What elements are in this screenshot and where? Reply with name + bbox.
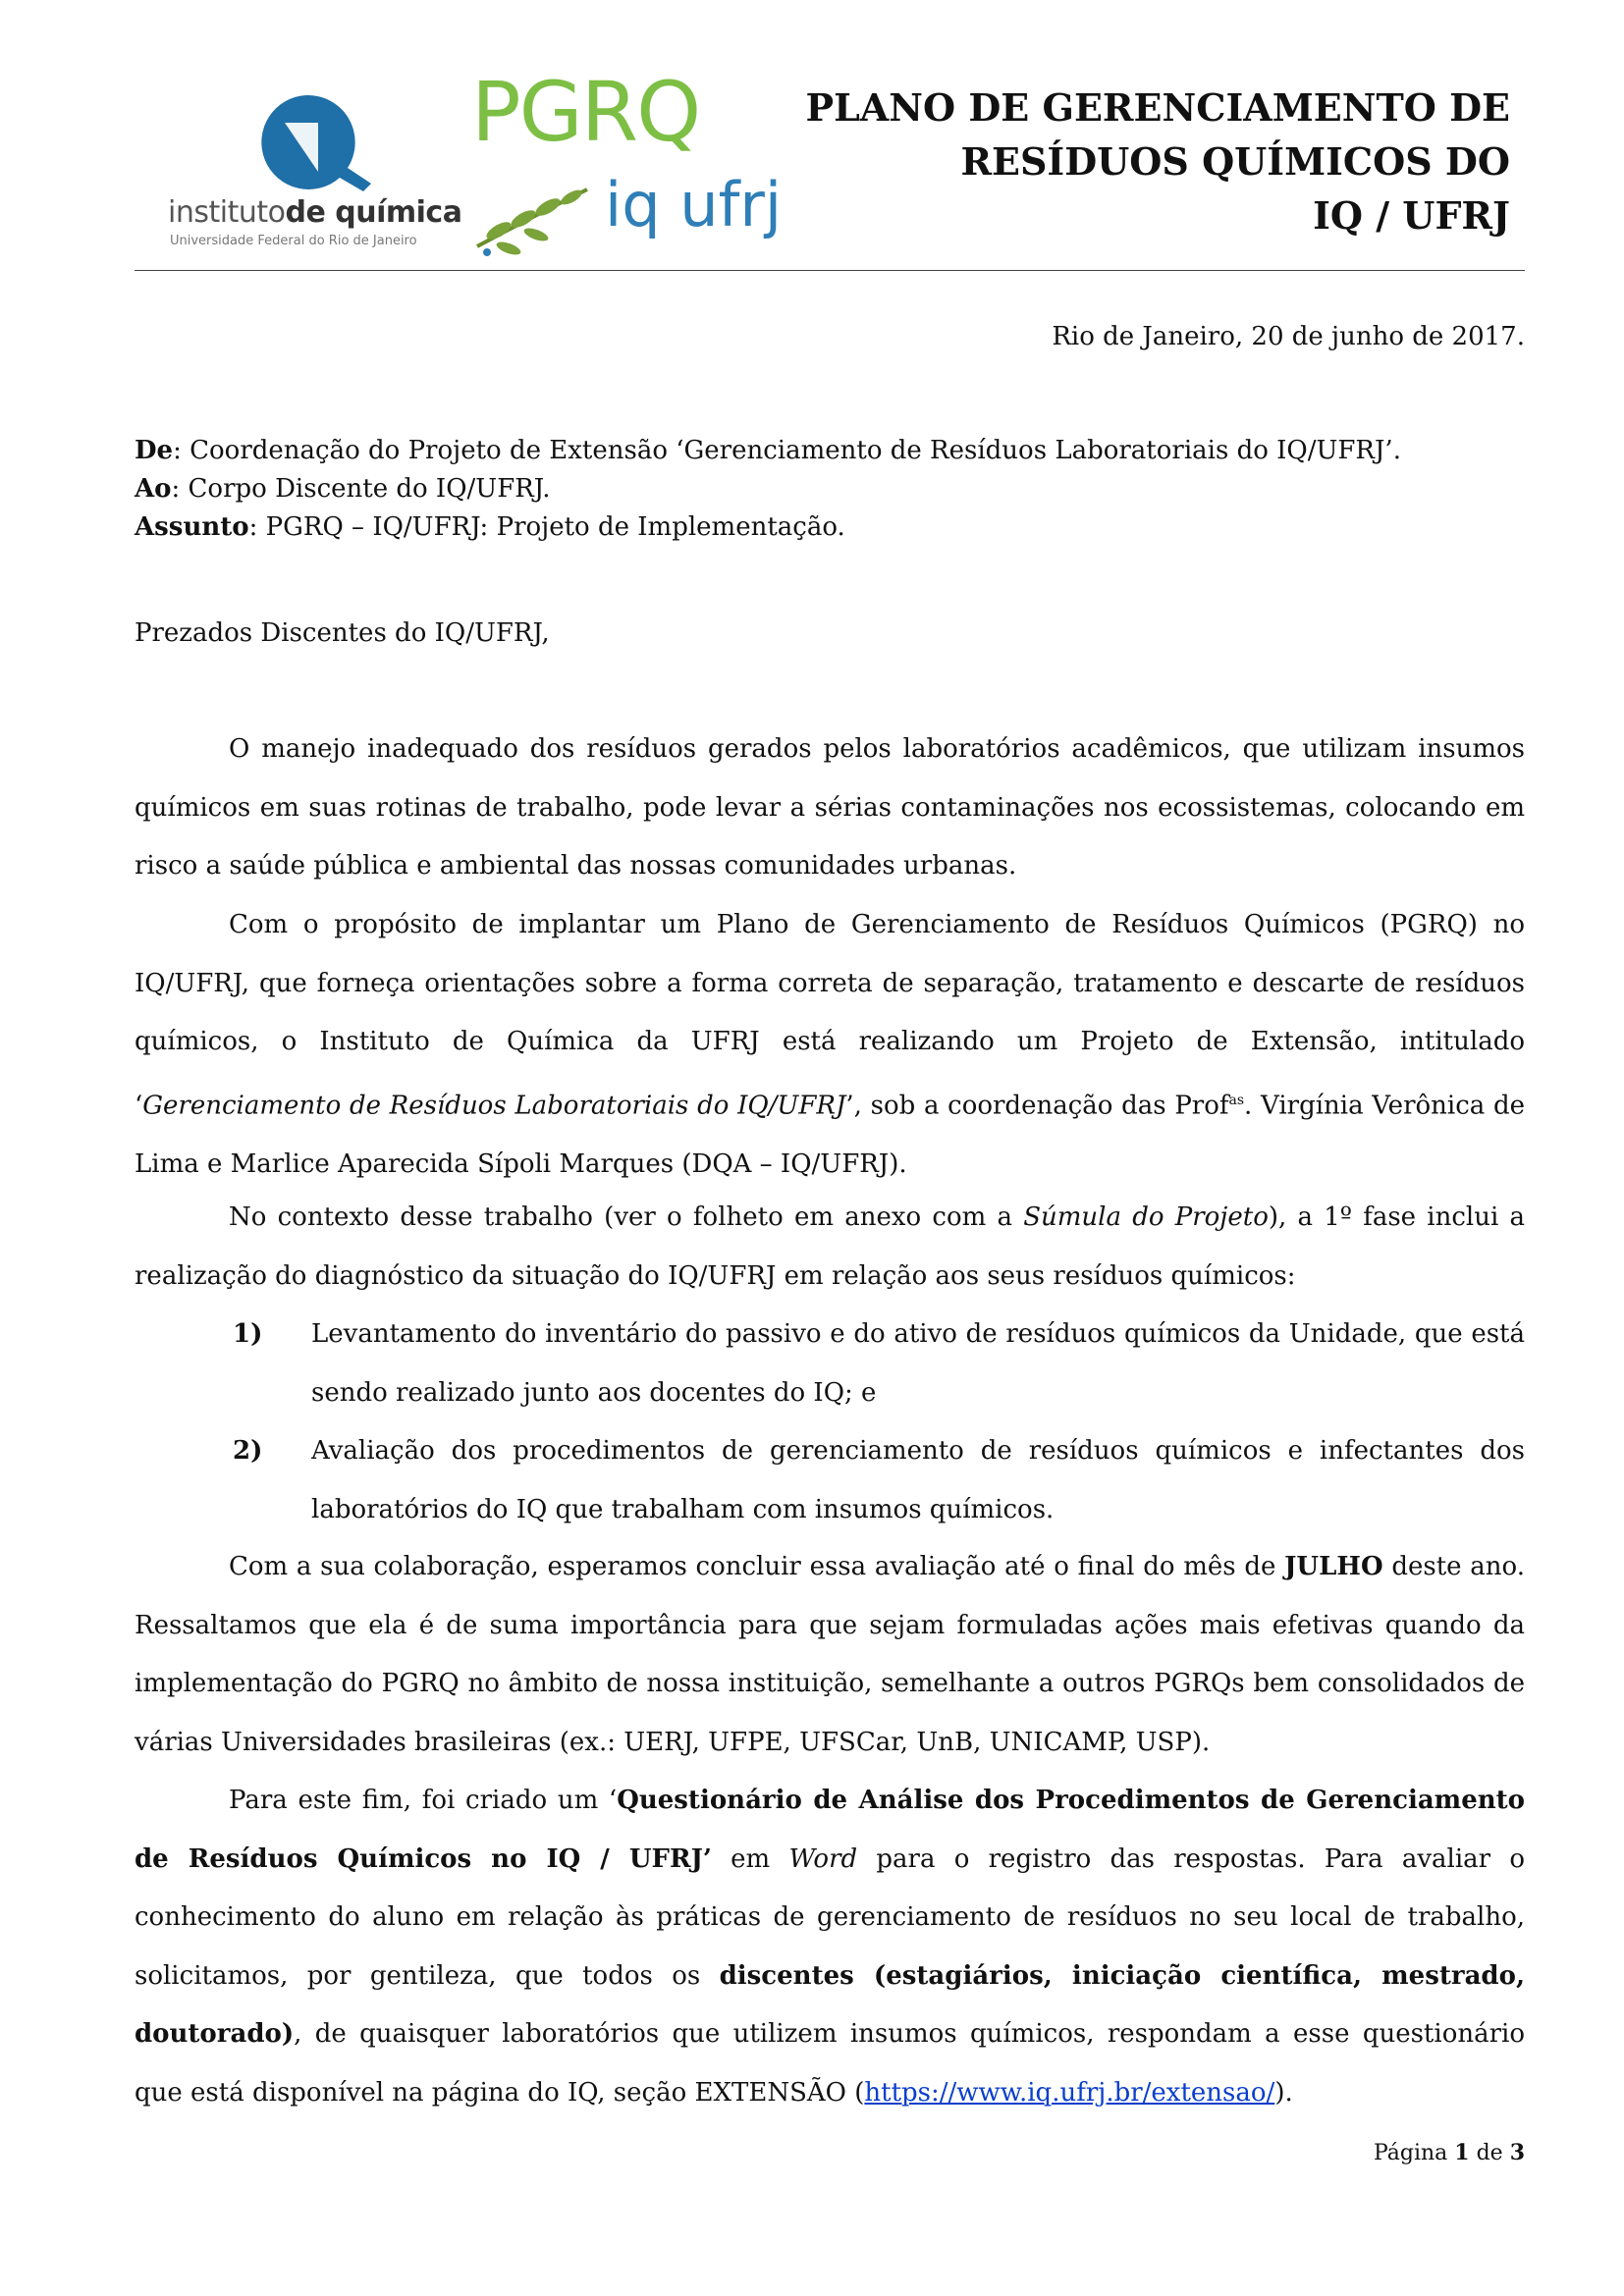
header-title-line-1: PLANO DE GERENCIAMENTO DE — [805, 85, 1510, 130]
iq-emblem-icon — [245, 93, 373, 191]
extension-page-link[interactable]: https://www.iq.ufrj.br/extensao/ — [864, 2077, 1275, 2108]
header-divider — [135, 270, 1525, 271]
logo-name: institutode química — [168, 195, 462, 230]
instituto-de-quimica-logo — [162, 93, 462, 260]
leaf-branch-icon — [469, 170, 597, 268]
logo-subtitle: Universidade Federal do Rio de Janeiro — [170, 234, 417, 248]
header-title-line-3: IQ / UFRJ — [1313, 193, 1510, 238]
pgrq-logo-text: PGRQ — [471, 64, 700, 160]
pgrq-logo — [469, 64, 793, 253]
letter-date: Rio de Janeiro, 20 de junho de 2017. — [1052, 322, 1525, 351]
pgrq-logo-subtext: iq ufrj — [605, 169, 783, 240]
list-item: 2) Avaliação dos procedimentos de gerenciamento de resíduos químicos e infectantes dos laboratórios do IQ que trabalham com insumos químicos. — [233, 1436, 1525, 1524]
paragraph-5: Para este fim, foi criado um ‘Questionário de Análise dos Procedimentos de Gerenciamento de Resíduos Químicos no IQ / UFRJ’ em Word para o registro das respostas. Para avaliar o conhecimento do aluno em relação às práticas de gerenciamento de resíduos no seu local de trabalho, solicitamos, por gentileza, que todos os discentes (estagiários, iniciação científica, mestrado, doutorado), de quaisquer laboratórios que utilizem insumos químicos, respondam a esse questionário que está disponível na página do IQ, seção EXTENSÃO (https://www.iq.ufrj.br/extensao/). — [135, 1786, 1526, 2108]
paragraph-4: Com a sua colaboração, esperamos concluir essa avaliação até o final do mês de JULHO deste ano. Ressaltamos que ela é de suma importância para que sejam formuladas ações mais efetivas quando da implementação do PGRQ no âmbito de nossa instituição, semelhante a outros PGRQs bem consolidados de várias Universidades brasileiras (ex.: UERJ, UFPE, UFSCar, UnB, UNICAMP, USP). — [135, 1552, 1525, 1757]
header-title-line-2: RESÍDUOS QUÍMICOS DO — [960, 139, 1510, 184]
paragraph-1: O manejo inadequado dos resíduos gerados pelos laboratórios acadêmicos, que utilizam insumos químicos em suas rotinas de trabalho, pode levar a sérias contaminações nos ecossistemas, colocando em risco a saúde pública e ambiental das nossas comunidades urbanas. — [135, 734, 1525, 881]
meta-subject: Assunto: PGRQ – IQ/UFRJ: Projeto de Implementação. — [135, 512, 845, 542]
letter-greeting: Prezados Discentes do IQ/UFRJ, — [135, 618, 550, 648]
paragraph-2: Com o propósito de implantar um Plano de Gerenciamento de Resíduos Químicos (PGRQ) no IQ/UFRJ, que forneça orientações sobre a forma correta de separação, tratamento e descarte de resíduos químicos, o Instituto de Química da UFRJ está realizando um Projeto de Extensão, intitulado ‘Gerenciamento de Resíduos Laboratoriais do IQ/UFRJ’, sob a coordenação das Prof$^{as}$. Virgínia Verônica de Lima e Marlice Aparecida Sípoli Marques (DQA – IQ/UFRJ). — [135, 910, 1526, 1179]
diagnostic-list — [135, 1306, 1525, 1539]
document-header-title — [806, 80, 1510, 242]
meta-from: De: Coordenação do Projeto de Extensão ‘Gerenciamento de Resíduos Laboratoriais do IQ/UFRJ’. — [135, 436, 1401, 465]
paragraph-3: No contexto desse trabalho (ver o folheto em anexo com a Súmula do Projeto), a 1º fase inclui a realização do diagnóstico da situação do IQ/UFRJ em relação aos seus resíduos químicos: — [135, 1202, 1525, 1291]
letter-meta — [135, 432, 1525, 547]
list-item: 1) Levantamento do inventário do passivo e do ativo de resíduos químicos da Unidade, que está sendo realizado junto aos docentes do IQ; e — [233, 1319, 1525, 1408]
meta-to: Ao: Corpo Discente do IQ/UFRJ. — [135, 474, 551, 504]
page-number: Página 1 de 3 — [1373, 2140, 1525, 2165]
